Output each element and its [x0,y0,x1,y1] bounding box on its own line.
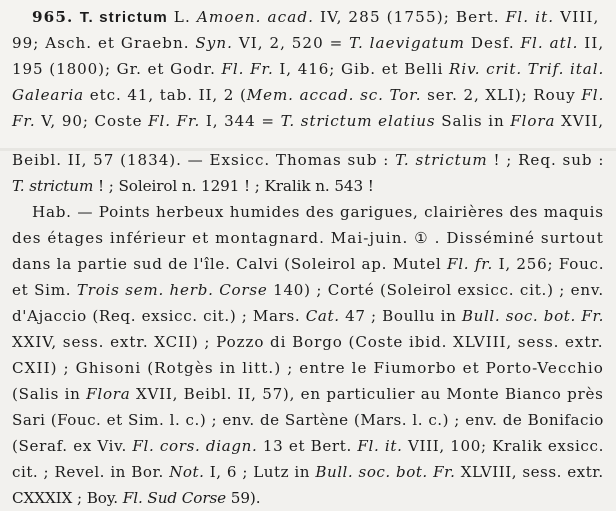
italic-citation: Trois sem. herb. Corse [76,281,268,299]
text-run: XVII, [555,112,605,130]
text-line [12,225,604,251]
text-run: cit. ; Revel. in Bor. [12,463,170,481]
text-run: et Sim. [12,281,77,299]
text-line [32,4,599,31]
text-run: etc. 41, tab. II, 2 ( [84,86,247,104]
text-run: Sari (Fouc. et Sim. l. c.) ; env. de Sartène (Mars. l. c.) ; env. de Bonifacio [12,411,604,429]
text-run: L. [167,8,197,26]
text-run: dans la partie sud de l'île. Calvi (Soleirol ap. Mutel [12,255,447,273]
text-run: Salis in [435,112,511,130]
text-line [12,147,604,173]
text-run: (Salis in [12,385,87,403]
text-line [12,329,604,355]
italic-citation: T. strictum [12,177,94,195]
text-line [12,108,604,134]
text-run: 47 ; Boullu in [339,307,462,325]
text-run: Desf. [464,34,521,52]
text-run: I, 344 = [200,112,281,130]
text-run: 59). [226,489,261,507]
italic-citation: Syn. [195,34,233,52]
italic-citation: Fl. Sud Corse [122,489,227,507]
text-run: XLVIII, sess. extr. [455,463,604,481]
italic-citation: Fl. it. [505,8,555,26]
species-name: T. strictum [79,9,168,26]
text-line [12,303,604,329]
text-run: I, 256; Fouc. [493,255,605,273]
entry-number: 965. [32,8,80,26]
text-run: II, [578,34,605,52]
text-line [32,199,604,225]
text-run: ser. 2, XLI); Rouy [421,86,582,104]
text-line [12,82,604,108]
text-run: VIII, [554,8,600,26]
text-run: XVII, Beibl. II, 57), en particulier au Monte Bianco près [130,385,604,403]
text-line [12,277,604,303]
text-run: ! ; Req. sub : [487,151,605,169]
text-run: (Seraf. ex Viv. [12,437,133,455]
italic-citation: Bull. soc. bot. Fr. [461,307,605,325]
italic-citation: T. laevigatum [349,34,465,52]
text-run: V, 90; Coste [35,112,149,130]
text-run: I, 416; Gib. et Belli [273,60,450,78]
text-line [12,459,604,485]
text-run: ! ; Soleirol n. 1291 ! ; Kralik n. 543 ! [93,177,374,195]
text-run: 99; Asch. et Graebn. [12,34,196,52]
italic-citation: Fl. Fr. [221,60,274,78]
italic-citation: Galearia [12,86,85,104]
text-line [12,251,604,277]
italic-citation: Not. [169,463,205,481]
text-run: 140) ; Corté (Soleirol exsicc. cit.) ; env. [267,281,604,299]
text-run: I, 6 ; Lutz in [204,463,316,481]
text-line [12,30,604,56]
text-run: CXXXIX ; Boy. [12,489,123,507]
italic-citation: Mem. accad. sc. Tor. [246,86,422,104]
italic-citation: Cat. [305,307,340,325]
italic-citation: Fl. fr. [446,255,494,273]
italic-citation: T. strictum elatius [280,112,436,130]
text-run: des étages inférieur et montagnard. Mai-juin. ① . Disséminé surtout [12,229,604,247]
text-line [12,433,604,459]
text-line [12,355,604,381]
text-run: IV, 285 (1755); Bert. [314,8,506,26]
text-run: d'Ajaccio (Req. exsicc. cit.) ; Mars. [12,307,306,325]
text-line [12,485,260,511]
text-run: Beibl. II, 57 (1834). — Exsicc. Thomas sub : [12,151,396,169]
italic-citation: Fl. cors. diagn. [132,437,258,455]
italic-citation: Riv. crit. Trif. ital. [449,60,605,78]
italic-citation: Amoen. acad. [196,8,315,26]
italic-citation: Flora [510,112,556,130]
text-run: 195 (1800); Gr. et Godr. [12,60,222,78]
italic-citation: Bull. soc. bot. Fr. [315,463,456,481]
text-line [12,381,604,407]
italic-citation: Fl. it. [357,437,403,455]
italic-citation: Fl. atl. [520,34,579,52]
italic-citation: Flora [86,385,131,403]
text-run: CXII) ; Ghisoni (Rotgès in litt.) ; entre le Fiumorbo et Porto-Vecchio [12,359,605,377]
italic-citation: Fl. [581,86,605,104]
text-run: VIII, 100; Kralik exsicc. [402,437,605,455]
text-run: XXIV, sess. extr. XCII) ; Pozzo di Borgo (Coste ibid. XLVIII, sess. extr. [12,333,604,351]
italic-citation: T. strictum [395,151,488,169]
text-line [12,56,604,82]
text-line [12,407,604,433]
text-line [12,173,374,199]
italic-citation: Fl. Fr. [148,112,201,130]
italic-citation: Fr. [12,112,36,130]
text-run: 13 et Bert. [257,437,358,455]
text-run: Hab. — Points herbeux humides des garigues, clairières des maquis [32,203,604,221]
text-run: VI, 2, 520 = [232,34,350,52]
